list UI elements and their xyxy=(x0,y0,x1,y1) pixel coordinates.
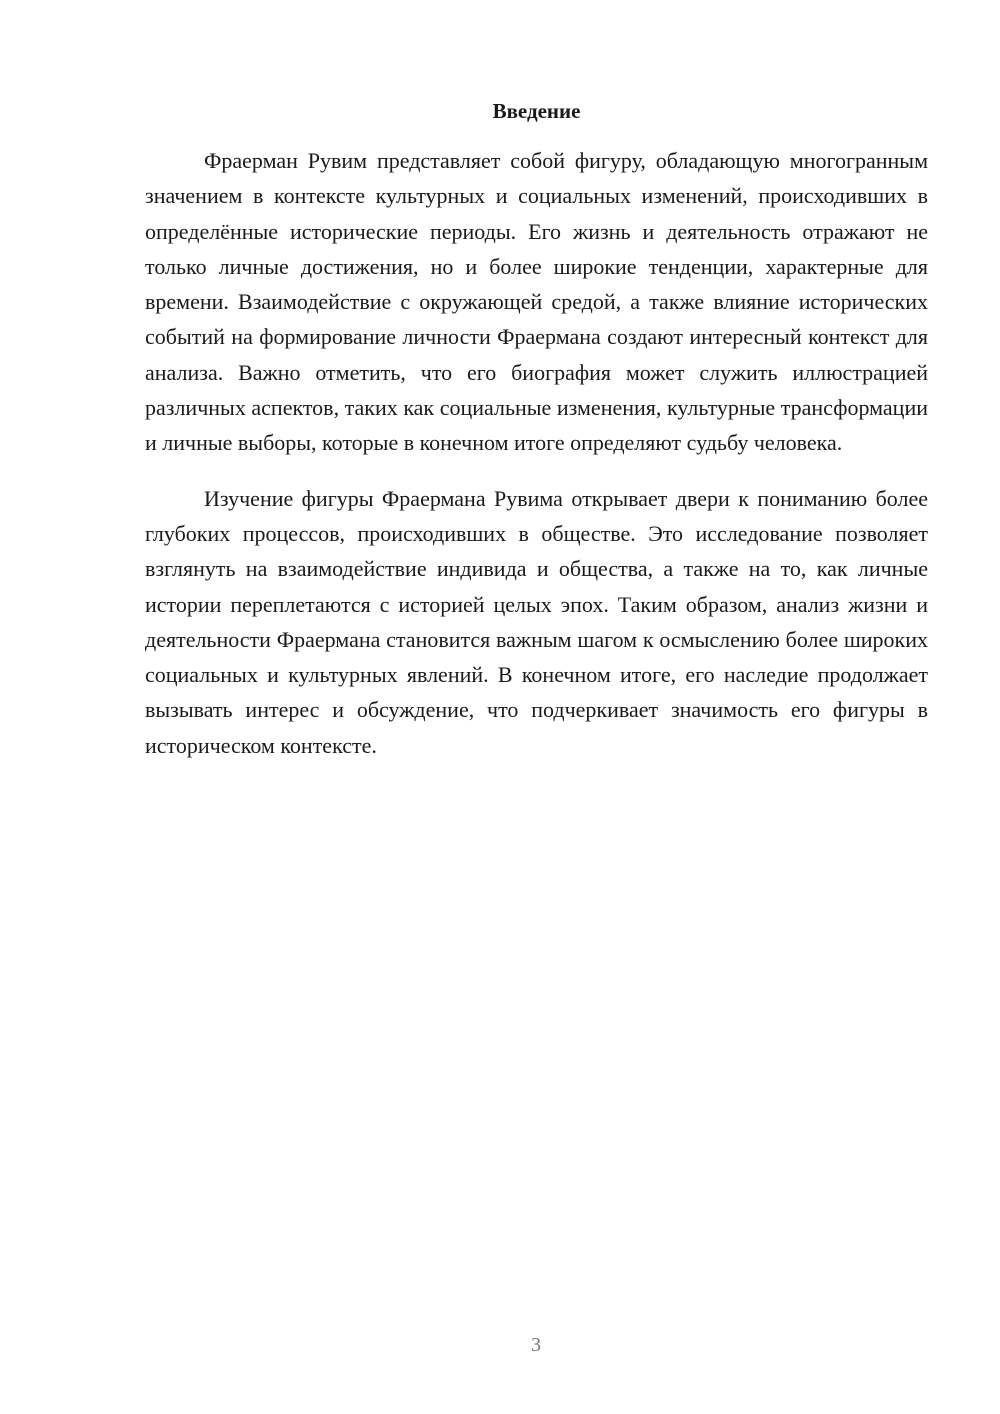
paragraph-1: Фраерман Рувим представляет собой фигуру, обладающую многогранным значением в контексте культурных и социальных изменений, происходивших в определённые исторические периоды. Его жизнь и деятельность отражают не только личные достижения, но и более широкие тенденции, характерные для времени. Взаимодействие с окружающей средой, а также влияние исторических событий на формирование личности Фраермана создают интересный контекст для анализа. Важно отметить, что его биография может служить иллюстрацией различных аспектов, таких как социальные изменения, культурные трансформации и личные выборы, которые в конечном итоге определяют судьбу человека. xyxy=(145,148,928,456)
body-text xyxy=(145,143,928,763)
page-number: 3 xyxy=(531,1334,541,1356)
paragraph-2: Изучение фигуры Фраермана Рувима открывает двери к пониманию более глубоких процессов, происходивших в обществе. Это исследование позволяет взглянуть на взаимодействие индивида и общества, а также на то, как личные истории переплетаются с историей целых эпох. Таким образом, анализ жизни и деятельности Фраермана становится важным шагом к осмыслению более широких социальных и культурных явлений. В конечном итоге, его наследие продолжает вызывать интерес и обсуждение, что подчеркивает значимость его фигуры в историческом контексте. xyxy=(145,485,928,758)
section-heading: Введение xyxy=(492,99,581,123)
